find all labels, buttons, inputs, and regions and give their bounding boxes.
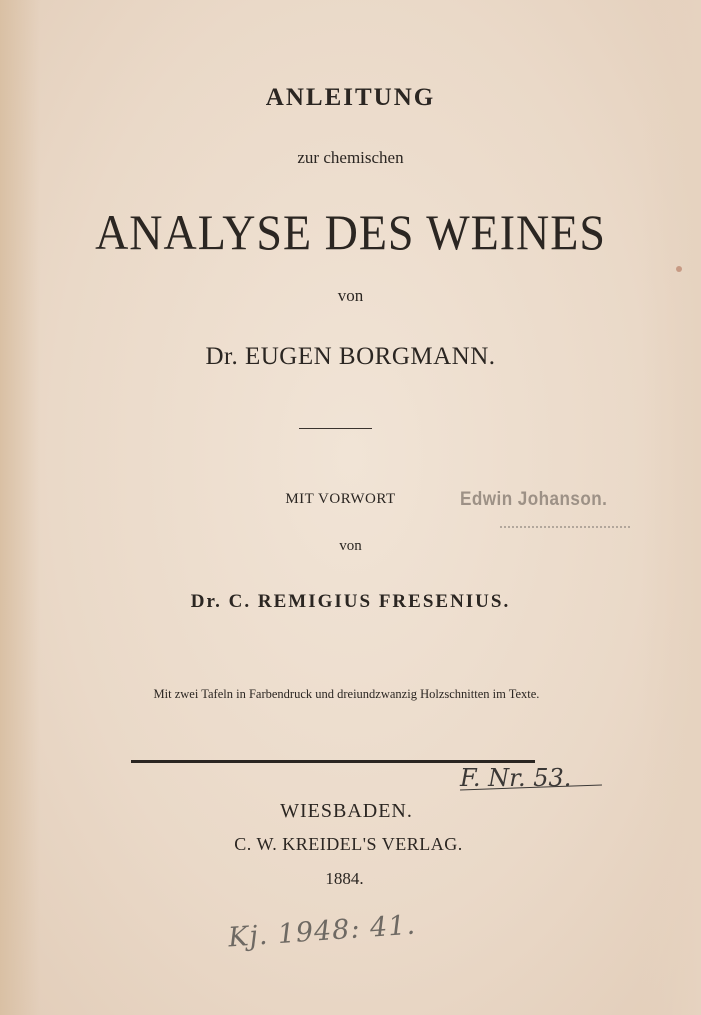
handwritten-call-number: Kj. 1948: 41. xyxy=(227,909,417,954)
foreword-author: Dr. C. REMIGIUS FRESENIUS. xyxy=(190,591,511,612)
author-name: Dr. EUGEN BORGMANN. xyxy=(205,343,496,370)
foxing-spot xyxy=(676,266,682,272)
illustrations-note: Mit zwei Tafeln in Farbendruck und dreiundzwanzig Holzschnitten im Texte. xyxy=(153,687,540,701)
publication-year: 1884. xyxy=(325,869,364,888)
foreword-label: MIT VORWORT xyxy=(285,491,396,507)
main-title: ANALYSE DES WEINES xyxy=(95,204,606,261)
foreword-by-line: von xyxy=(339,538,362,554)
short-divider xyxy=(299,428,372,429)
by-line: von xyxy=(337,286,364,305)
title-line-anleitung: ANLEITUNG xyxy=(265,84,436,111)
publication-place: WIESBADEN. xyxy=(280,800,413,822)
owner-stamp: Edwin Johanson. xyxy=(460,489,608,510)
long-divider xyxy=(131,760,535,763)
publisher-name: C. W. KREIDEL'S VERLAG. xyxy=(234,834,463,854)
title-line-zur-chemischen: zur chemischen xyxy=(297,148,404,167)
handwritten-shelf-mark: F. Nr. 53. xyxy=(460,764,572,792)
owner-stamp-underline xyxy=(500,516,630,528)
